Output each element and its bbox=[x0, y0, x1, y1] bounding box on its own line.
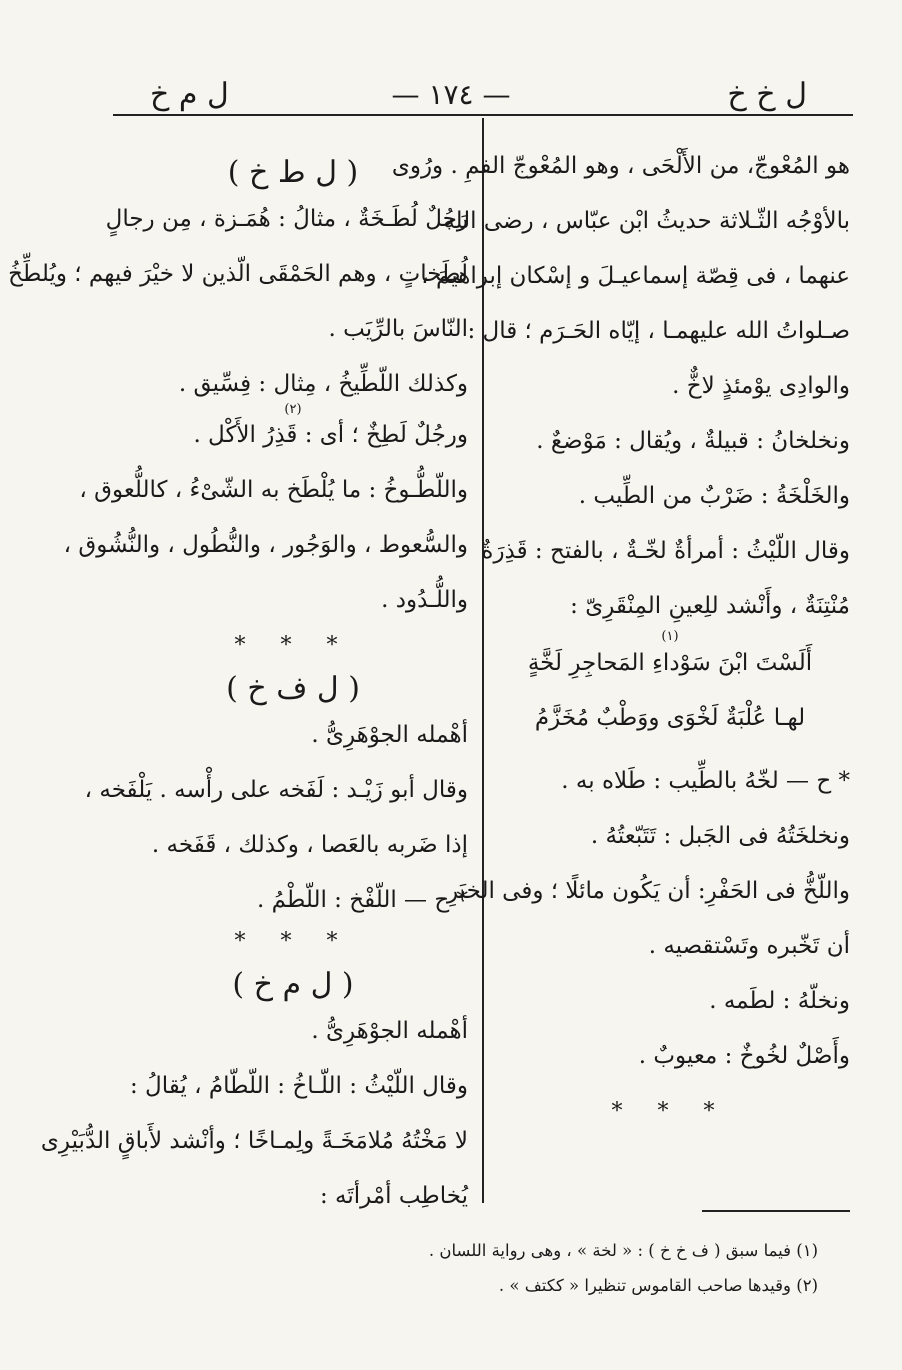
text-line: أهْمله الجوْهَرِىُّ . bbox=[311, 1018, 468, 1044]
header-rule bbox=[113, 114, 853, 116]
text-line: واللّخُّ فى الحَفْرِ: أن يَكُون مائلًا ؛ وفى الخبَرِ bbox=[446, 878, 850, 904]
text-line: النّاسَ بالرِّيَب . bbox=[328, 316, 468, 342]
footnote-rule bbox=[702, 1210, 850, 1212]
section-separator: * * * bbox=[611, 1099, 729, 1124]
text-line: ونخلخانُ : قبيلةٌ ، ويُقال : مَوْضعٌ . bbox=[536, 428, 850, 454]
footnote-marker: (٢) bbox=[284, 402, 302, 417]
text-line: أن تَخّبره وتَسْتقصيه . bbox=[648, 933, 850, 959]
text-line: وقال أبو زَيْـد : لَفَخه على رأْسه . يَلْفَخه ، bbox=[84, 777, 468, 803]
text-line: ونخلّهُ : لطَمه . bbox=[709, 988, 850, 1014]
text-line: رَجُلٌ لُطَـخَةٌ ، مثالُ : هُمَـزة ، مِن رجالٍ bbox=[105, 206, 468, 232]
text-line: وقال اللّيْثُ : أمرأةٌ لخّـةٌ ، بالفتح : قَذِرَةٌ bbox=[481, 538, 850, 564]
footnote-marker: (١) bbox=[661, 629, 679, 644]
text-line: والسُّعوط ، والوَجُور ، والنُّطُول ، والنُّشُوق ، bbox=[63, 532, 468, 558]
text-line: واللّطُّـوخُ : ما يُلْطَخ به الشّىْءُ ، كاللُّعوق ، bbox=[79, 477, 468, 503]
footnote: (٢) وقيدها صاحب القاموس تنظيرا « ككتف » . bbox=[498, 1276, 818, 1295]
text-line: والوادِى يوْمئذٍ لاخٌّ . bbox=[672, 373, 850, 399]
text-line: واللُّـدُود . bbox=[381, 587, 468, 613]
text-line: هو المُعْوجّ، من الأَلْحَى ، وهو المُعْوجّ الفمِ . ورُوى bbox=[391, 153, 850, 179]
text-line: صـلواتُ الله عليهمـا ، إيّاه الحَـرَم ؛ قال : bbox=[467, 318, 850, 344]
text-line: يُخاطِب أمْرأتَه : bbox=[319, 1183, 468, 1209]
left-column bbox=[8, 148, 468, 1215]
text-line: مُنْتِنَةٌ ، وأَنْشد للِعينِ المِنْقَرِىّ : bbox=[570, 593, 850, 619]
text-line: ورجُلٌ لَطِخٌ ؛ أى : قَذِرُ الأَكْل . bbox=[193, 422, 468, 448]
text-line: وقال اللّيْثُ : اللّـاخُ : اللّطّامُ ، يُقالُ : bbox=[129, 1073, 468, 1099]
footnote: (١) فيما سبق ( ف خ خ ) : « لخة » ، وهى رواية اللسان . bbox=[428, 1241, 818, 1260]
page-number: — ١٧٤ — bbox=[391, 78, 511, 111]
text-line: * ح — لخّهُ بالطِّيب : طَلاه به . bbox=[561, 768, 850, 794]
text-line: لُطَخاتٍ ، وهم الحَمْقَى الّذين لا خيْرَ فيهم ؛ ويُلطِّخُ bbox=[8, 261, 468, 287]
section-separator: * * * bbox=[234, 633, 352, 658]
text-line: والخَلْخَةُ : ضَرْبٌ من الطِّيب . bbox=[578, 483, 850, 509]
text-line: إذا ضَربه بالعَصا ، وكذلك ، قَفَخه . bbox=[151, 832, 468, 858]
text-line: ونخلخَتُهُ فى الجَبل : تَتَبّعتُهُ . bbox=[590, 823, 850, 849]
section-separator: * * * bbox=[234, 929, 352, 954]
running-header-left: ل م خ bbox=[150, 77, 229, 112]
text-line: * ح — اللّفْخ : اللّطْمُ . bbox=[257, 887, 468, 913]
verse-line: أَلَسْتَ ابْنَ سَوْداءِ المَحاجِرِ لَخَّةٍ bbox=[527, 650, 813, 676]
text-line: وكذلك اللّطِّيخُ ، مِثال : فِسِّيق . bbox=[178, 371, 468, 397]
text-line: لا مَخْتُهُ مُلامَخَـةً ولِمـاخًا ؛ وأنْشد لأَباقٍ الدُّبَيْرِى bbox=[40, 1128, 468, 1154]
text-line: عنهما ، فى قِصّة إسماعيـلَ و إسْكان إبراهيمَ ، bbox=[421, 263, 850, 289]
text-line: بالأوْجُه الثّـلاثة حديثُ ابْن عبّاس ، رضى الله bbox=[443, 208, 850, 234]
text-line: وأَصْلٌ لخُوخٌ : معيوبٌ . bbox=[638, 1043, 850, 1069]
entry-heading: ( ل ط خ ) bbox=[227, 155, 359, 190]
entry-heading: ( ل ف خ ) bbox=[226, 671, 360, 706]
text-line: أهْمله الجوْهَرِىُّ . bbox=[311, 722, 468, 748]
entry-heading: ( ل م خ ) bbox=[232, 967, 354, 1002]
verse-line: لهـا عُلْبَةٌ لَخْوَى ووَطْبٌ مُخَزَّمُ bbox=[534, 705, 806, 731]
running-header-right: ل خ خ bbox=[727, 77, 807, 112]
